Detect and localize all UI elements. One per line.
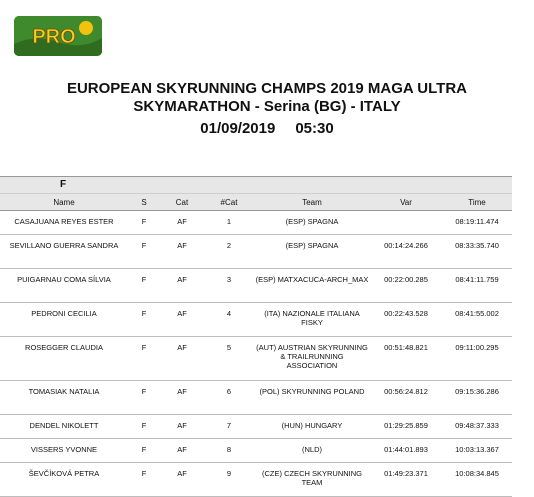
logo-wordmark: PRO (32, 26, 76, 48)
cell-time: 10:03:13.367 (442, 439, 512, 463)
cell-var: 00:22:43.528 (370, 303, 442, 337)
cell-name: PEDRONI CECILIA (0, 303, 128, 337)
cell-sex: F (128, 269, 160, 303)
col-name: Name (0, 194, 128, 211)
cell-time: 10:08:34.845 (442, 463, 512, 497)
cell-var (370, 211, 442, 235)
cell-time: 08:41:55.002 (442, 303, 512, 337)
cell-name: CASAJUANA REYES ESTER (0, 211, 128, 235)
cell-sex: F (128, 235, 160, 269)
col-var: Var (370, 194, 442, 211)
cell-var: 00:56:24.812 (370, 381, 442, 415)
col-time: Time (442, 194, 512, 211)
cell-time: 09:11:00.295 (442, 337, 512, 381)
cell-time: 08:41:11.759 (442, 269, 512, 303)
table-row (0, 269, 512, 303)
cell-cat: AF (160, 381, 204, 415)
cell-cat-rank: 1 (204, 211, 254, 235)
cell-cat: AF (160, 211, 204, 235)
group-header: F (0, 177, 512, 194)
title-datetime (0, 120, 534, 138)
table-row (0, 415, 512, 439)
cell-cat-rank: 3 (204, 269, 254, 303)
cell-name: TOMASIAK NATALIA (0, 381, 128, 415)
table-row (0, 337, 512, 381)
results-table (0, 194, 512, 497)
race-time: 05:30 (295, 120, 334, 137)
cell-var: 01:49:23.371 (370, 463, 442, 497)
cell-sex: F (128, 337, 160, 381)
cell-cat: AF (160, 337, 204, 381)
cell-cat-rank: 9 (204, 463, 254, 497)
cell-cat-rank: 2 (204, 235, 254, 269)
cell-cat-rank: 4 (204, 303, 254, 337)
table-row (0, 303, 512, 337)
cell-time: 08:19:11.474 (442, 211, 512, 235)
cell-team: (POL) SKYRUNNING POLAND (254, 381, 370, 415)
cell-cat-rank: 6 (204, 381, 254, 415)
title-line-1: EUROPEAN SKYRUNNING CHAMPS 2019 MAGA ULTRA (66, 80, 468, 97)
cell-cat-rank: 8 (204, 439, 254, 463)
table-row (0, 381, 512, 415)
cell-team: (ESP) SPAGNA (254, 235, 370, 269)
cell-name: ŠEVČÍKOVÁ PETRA (0, 463, 128, 497)
title-line-2: SKYMARATHON - Serina (BG) - ITALY (133, 98, 401, 115)
cell-var: 01:44:01.893 (370, 439, 442, 463)
cell-var: 00:14:24.266 (370, 235, 442, 269)
cell-var: 00:51:48.821 (370, 337, 442, 381)
cell-sex: F (128, 303, 160, 337)
table-row (0, 463, 512, 497)
table-header-row (0, 194, 512, 211)
col-team: Team (254, 194, 370, 211)
cell-sex: F (128, 415, 160, 439)
cell-var: 00:22:00.285 (370, 269, 442, 303)
cell-name: DENDEL NIKOLETT (0, 415, 128, 439)
cell-time: 08:33:35.740 (442, 235, 512, 269)
logo (14, 16, 102, 56)
cell-name: PUIGARNAU COMA SÍLVIA (0, 269, 128, 303)
cell-team: (CZE) CZECH SKYRUNNING TEAM (254, 463, 370, 497)
cell-team: (ESP) MATXACUCA-ARCH_MAX (254, 269, 370, 303)
cell-sex: F (128, 381, 160, 415)
cell-sex: F (128, 439, 160, 463)
cell-cat-rank: 5 (204, 337, 254, 381)
race-date: 01/09/2019 (200, 120, 276, 137)
cell-time: 09:15:36.286 (442, 381, 512, 415)
cell-cat: AF (160, 303, 204, 337)
cell-name: SEVILLANO GUERRA SANDRA (0, 235, 128, 269)
cell-cat: AF (160, 235, 204, 269)
cell-var: 01:29:25.859 (370, 415, 442, 439)
col-cat-rank: #Cat (204, 194, 254, 211)
col-cat: Cat (160, 194, 204, 211)
cell-cat-rank: 7 (204, 415, 254, 439)
cell-team: (AUT) AUSTRIAN SKYRUNNING & TRAILRUNNING ASSOCIATION (254, 337, 370, 381)
cell-sex: F (128, 463, 160, 497)
table-row (0, 235, 512, 269)
cell-cat: AF (160, 463, 204, 497)
results-sheet (0, 176, 512, 497)
cell-team: (NLD) (254, 439, 370, 463)
cell-team: (HUN) HUNGARY (254, 415, 370, 439)
cell-cat: AF (160, 269, 204, 303)
page-title (0, 80, 534, 138)
cell-cat: AF (160, 415, 204, 439)
table-row (0, 439, 512, 463)
cell-name: ROSEGGER CLAUDIA (0, 337, 128, 381)
table-row (0, 211, 512, 235)
cell-time: 09:48:37.333 (442, 415, 512, 439)
cell-team: (ITA) NAZIONALE ITALIANA FISKY (254, 303, 370, 337)
cell-name: VISSERS YVONNE (0, 439, 128, 463)
col-sex: S (128, 194, 160, 211)
cell-sex: F (128, 211, 160, 235)
cell-cat: AF (160, 439, 204, 463)
cell-team: (ESP) SPAGNA (254, 211, 370, 235)
